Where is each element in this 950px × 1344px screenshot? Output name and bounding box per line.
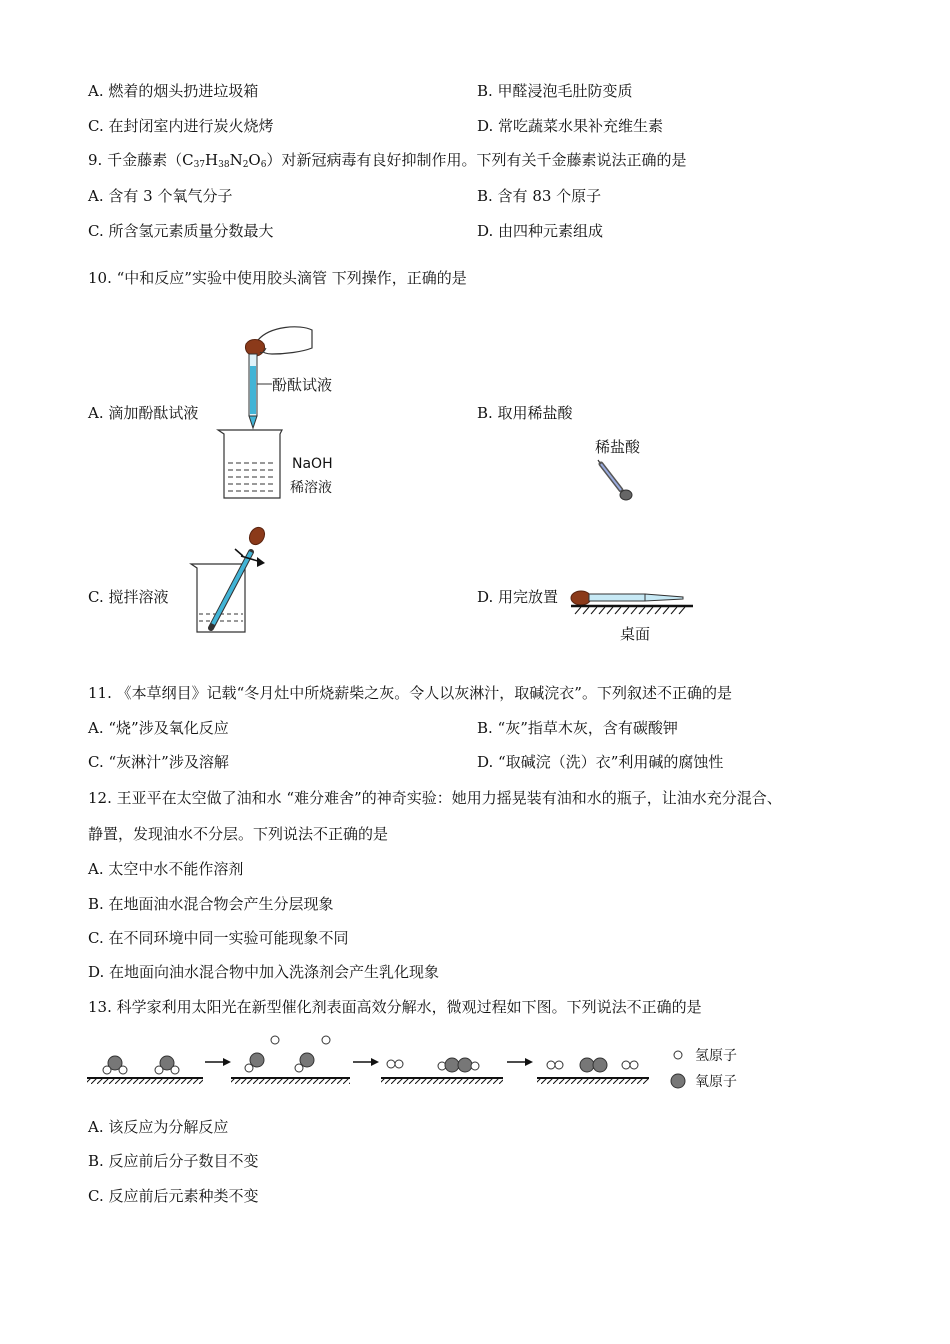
figure-dropper-on-table [555,586,700,648]
stage-2-split-atoms [231,1036,350,1084]
figure-dropper-stir [185,522,275,637]
q10-stem: 10. “中和反应”实验中使用胶头滴管 下列操作，正确的是 [88,269,467,287]
q9-option-d: D. 由四种元素组成 [477,222,604,240]
stage-1-water-molecules [87,1056,203,1084]
oxygen-atom-icon [671,1074,685,1088]
legend-oxygen-label: 氧原子 [695,1074,737,1090]
q10-option-d: D. 用完放置 [477,588,559,606]
q11-option-a: A. “烧”涉及氧化反应 [88,719,229,737]
q12-option-c: C. 在不同环境中同一实验可能现象不同 [88,929,349,947]
q11-option-d: D. “取碱浣（洗）衣”利用碱的腐蚀性 [477,753,724,771]
q9-option-c: C. 所含氢元素质量分数最大 [88,222,274,240]
figure-dropper-add-phenolphthalein [210,318,360,503]
rubber-bulb [571,591,591,605]
q13-option-a: A. 该反应为分解反应 [88,1118,229,1136]
beaker [218,430,282,498]
label-dilute-hcl: 稀盐酸 [595,438,641,456]
q10-option-c: C. 搅拌溶液 [88,588,169,606]
q12-option-d: D. 在地面向油水混合物中加入洗涤剂会产生乳化现象 [88,963,440,981]
reaction-arrow-icon [205,1058,231,1066]
q8-option-b: B. 甲醛浸泡毛肚防变质 [477,82,633,100]
q9-option-b: B. 含有 83 个原子 [477,187,602,205]
label-naoh: NaOH [292,456,333,472]
q13-option-c: C. 反应前后元素种类不变 [88,1187,259,1205]
reaction-arrow-icon [353,1058,379,1066]
q8-option-c: C. 在封闭室内进行炭火烧烤 [88,117,274,135]
dropper-tube [589,594,645,601]
q10-option-a: A. 滴加酚酞试液 [88,404,199,422]
label-dilute-solution: 稀溶液 [290,480,332,496]
rubber-bulb [246,525,267,548]
q12-stem-line2: 静置，发现油水不分层。下列说法不正确的是 [88,825,389,843]
legend-hydrogen-label: 氢原子 [695,1048,737,1064]
rubber-bulb [620,490,632,500]
figure-water-decomposition [85,1030,765,1092]
q11-option-c: C. “灰淋汁”涉及溶解 [88,753,229,771]
legend [671,1048,737,1090]
q11-stem: 11. 《本草纲目》记载“冬月灶中所烧薪柴之灰。令人以灰淋汁，取碱浣衣”。下列叙述不正确的是 [88,684,732,702]
label-table: 桌面 [620,625,651,643]
arrow-icon [257,557,265,567]
reaction-arrow-icon [507,1058,533,1066]
q12-option-b: B. 在地面油水混合物会产生分层现象 [88,895,334,913]
stage-4-products [537,1058,649,1084]
q9-option-a: A. 含有 3 个氧气分子 [88,187,233,205]
stage-3-intermediate [381,1058,503,1084]
q11-option-b: B. “灰”指草木灰，含有碳酸钾 [477,719,678,737]
hydrogen-atom-icon [674,1051,682,1059]
q13-option-b: B. 反应前后分子数目不变 [88,1152,259,1170]
figure-dropper-take-hcl [585,432,670,507]
q13-stem: 13. 科学家利用太阳光在新型催化剂表面高效分解水，微观过程如下图。下列说法不正确的是 [88,998,702,1016]
q8-option-d: D. 常吃蔬菜水果补充维生素 [477,117,664,135]
q10-option-b: B. 取用稀盐酸 [477,404,573,422]
q8-option-a: A. 燃着的烟头扔进垃圾箱 [88,82,259,100]
q9-stem: 9. 千金藤素$(C_{37}H_{38}N_2O_6)$对新冠病毒有良好抑制作用。下列有关千金藤素说法正确的是 [88,151,687,170]
q12-option-a: A. 太空中水不能作溶剂 [88,860,244,878]
label-phenolphthalein: 酚酞试液 [272,376,333,394]
q12-stem-line1: 12. 王亚平在太空做了油和水 “难分难舍”的神奇实验：她用力摇晃装有油和水的瓶子，让油水充分混合、 [88,789,782,807]
